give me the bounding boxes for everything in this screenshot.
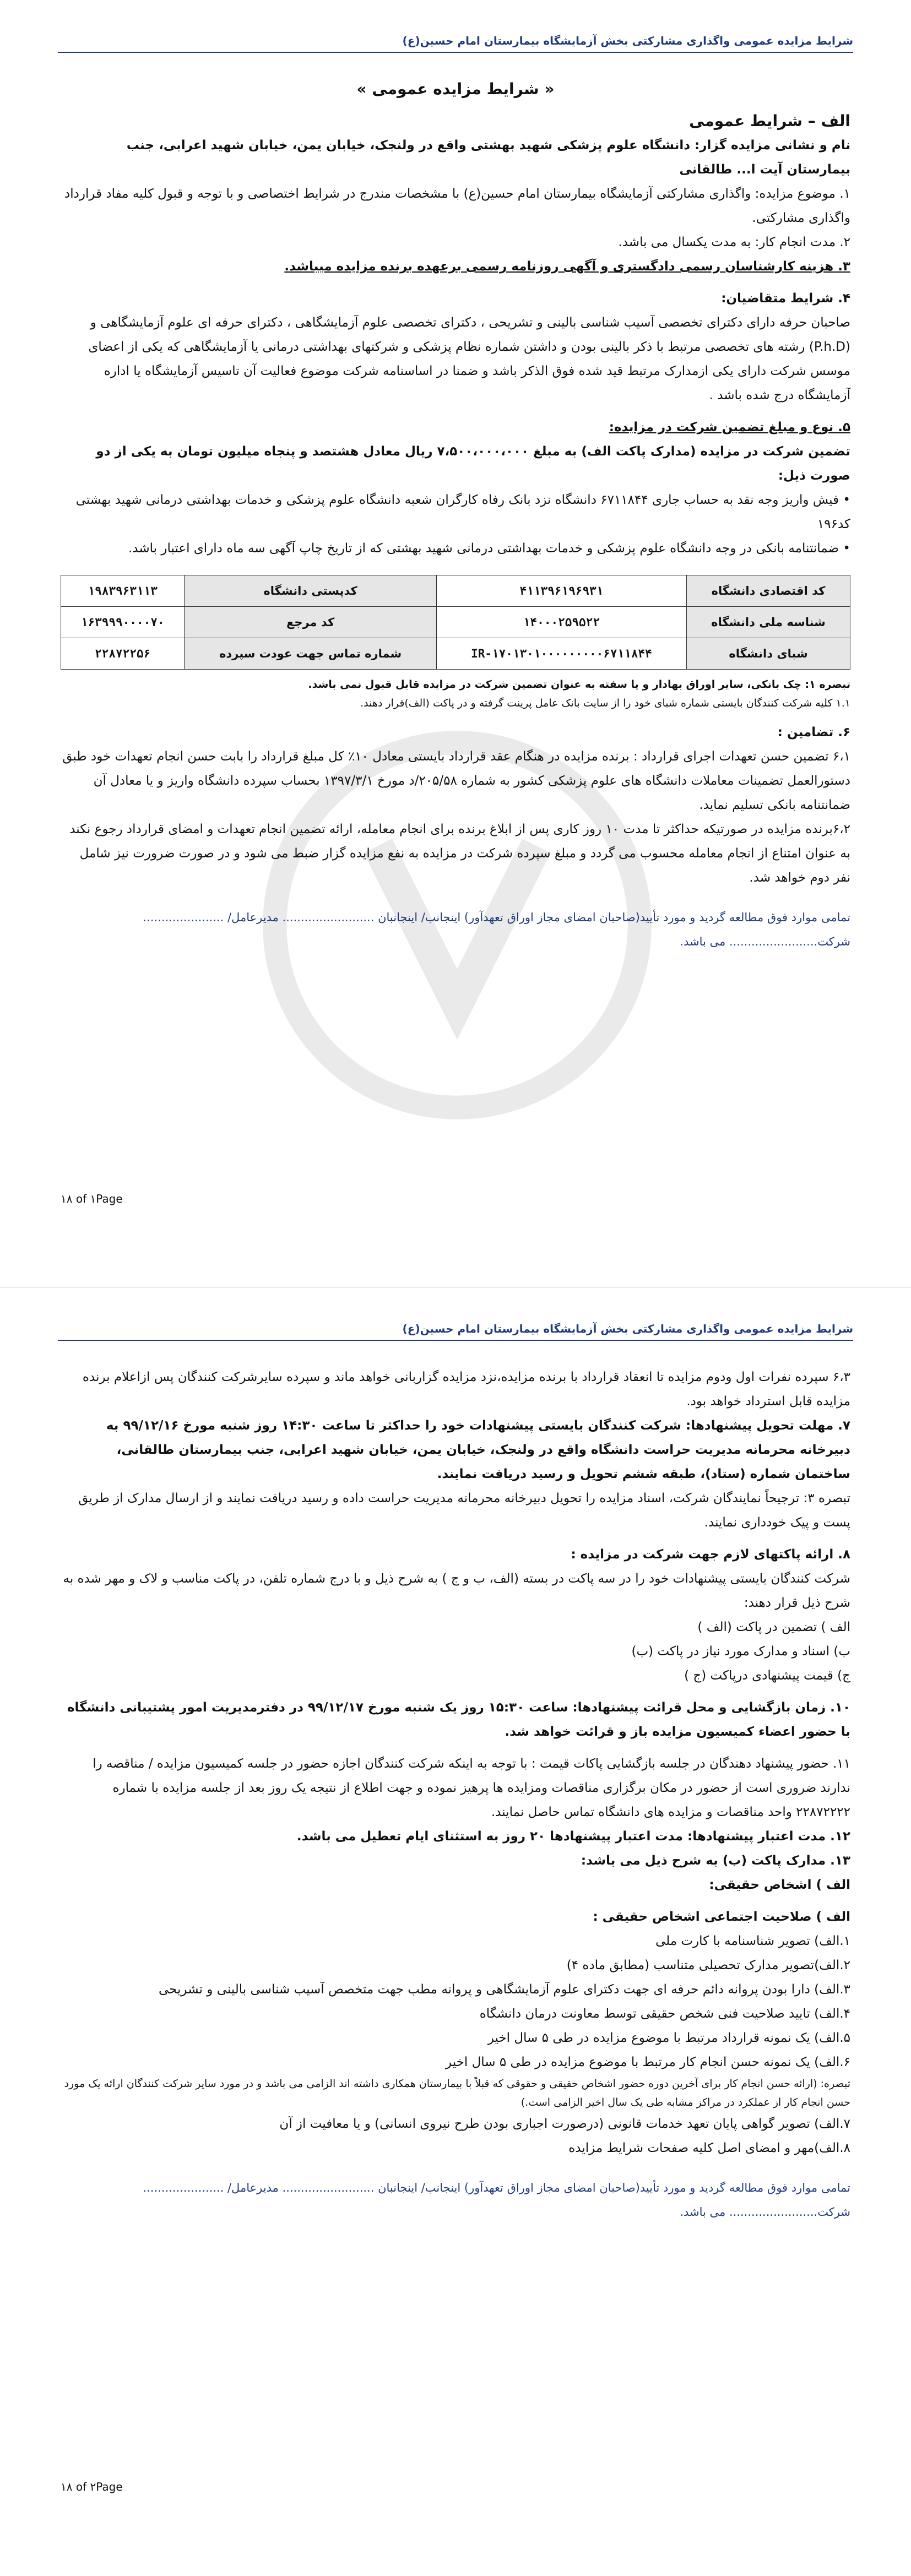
item-13-heading: ۱۳. مدارک پاکت (ب) به شرح ذیل می باشد: — [581, 1854, 850, 1868]
page-1-content — [61, 77, 850, 954]
guarantee-cash-bullet: • فیش واریز وجه نقد به حساب جاری ۶۷۱۱۸۴۴ دانشگاه نزد بانک رفاه کارگران شعبه دانشگاه علوم پزشکی و خدمات بهداشتی درمانی شهید بهشتی کد۱۹۶ — [75, 493, 850, 531]
item-6-heading: ۶. تضامین : — [777, 725, 850, 740]
list-item: ۴.الف) تایید صلاحیت فنی شخص حقیقی توسط معاونت درمان دانشگاه — [479, 2007, 850, 2021]
table-value: ۱۶۳۹۹۹۰۰۰۰۷۰ — [61, 607, 185, 638]
table-label: شبای دانشگاه — [687, 638, 850, 670]
list-item: ۳.الف) دارا بودن پروانه دائم حرفه ای جهت دکترای علوم آزمایشگاهی و پروانه مطب جهت متخصص آسیب شناسی بالینی و تشریحی — [158, 1982, 850, 1997]
envelope-c: ج) قیمت پیشنهادی درپاکت (ج ) — [684, 1669, 850, 1683]
table-value: IR-۱۷۰۱۳۰۱۰۰۰۰۰۰۰۰۰۶۷۱۱۸۴۴ — [436, 638, 686, 670]
table-label: کد مرجع — [185, 607, 436, 638]
item-12-validity: ۱۲. مدت اعتبار پیشنهادها: مدت اعتبار پیشنهادها ۲۰ روز به استثنای ایام تعطیل می باشد. — [296, 1829, 850, 1844]
table-label: شماره تماس جهت عودت سپرده — [185, 638, 436, 670]
table-value: ۱۹۸۳۹۶۳۱۱۳ — [61, 575, 185, 607]
document-page-2 — [0, 1288, 911, 2576]
list-item: ۸.الف)مهر و امضای اصل کلیه صفحات شرایط مزایده — [568, 2141, 850, 2155]
signature-statement: تمامی موارد فوق مطالعه گردید و مورد تأیید(صاحبان امضای مجاز اوراق تعهدآور) اینجانب/ اینجانبان ......................... مدیرعامل/ ...................... شرکت........................ می باشد. — [143, 911, 850, 948]
item-10-opening: ۱۰. زمان بازگشایی و محل قرائت پیشنهادها: ساعت ۱۵:۳۰ روز یک شنبه مورخ ۹۹/۱۲/۱۷ در دفترمدیریت امور پشتیبانی دانشگاه با حضور اعضاء کمیسیون مزایده باز و قرائت خواهد شد. — [67, 1700, 850, 1739]
list-item: ۷.الف) تصویر گواهی پایان تعهد خدمات قانونی (درصورت اجباری بودن طرح نیروی انسانی) و یا معافیت از آن — [279, 2117, 850, 2131]
note-3: تبصره ۳: ترجیحاً نمایندگان شرکت، اسناد مزایده را تحویل دبیرخانه محرمانه مدیریت حراست داده و رسید دریافت نمایند و از ارسال مدارک از طریق پست و پیک خودداری نمایند. — [78, 1491, 850, 1530]
list-item: ۵.الف) یک نمونه قرارداد مرتبط با موضوع مزایده در طی ۵ سال اخیر — [487, 2031, 850, 2045]
item-4-heading: ۴. شرایط متقاضیان: — [721, 291, 850, 306]
note-docs: تبصره: (ارائه حسن انجام کار برای آخرین دوره حضور اشخاص حقیقی و حقوقی که قبلاً با بیمارستان همکاری داشته اند الزامی می باشد و در مورد سایر شرکت کنندگان ارائه یک مورد حسن انجام کار از عملکرد در مراکز مشابه طی یک سال اخیر الزامی است.) — [64, 2078, 850, 2108]
page-footer: ۱۸ of ۱Page — [61, 1192, 123, 1205]
page-2-content — [61, 1365, 850, 2224]
item-8-heading: ۸. ارائه پاکتهای لازم جهت شرکت در مزایده : — [571, 1547, 850, 1562]
item-1-subject: ۱. موضوع مزایده: واگذاری مشارکتی آزمایشگاه بیمارستان امام حسین(ع) با مشخصات مندرج در شرایط اختصاصی و با توجه و قبول کلیه مفاد قرارداد واگذاری مشارکتی. — [64, 187, 850, 225]
organizer-line: نام و نشانی مزایده گزار: دانشگاه علوم پزشکی شهید بهشتی واقع در ولنجک، خیابان یمن، خیابان شهید اعرابی، جنب بیمارستان آیت ا... طالقانی — [126, 138, 850, 177]
item-5-body: تضمین شرکت در مزایده (مدارک پاکت الف) به مبلغ ۷،۵۰۰،۰۰۰،۰۰۰ ریال معادل هشتصد و پنجاه میلیون تومان به یکی از دو صورت ذیل: — [96, 444, 850, 483]
social-qualification-heading: الف ) صلاحیت اجتماعی اشخاص حقیقی : — [593, 1910, 850, 1924]
item-11-attendance: ۱۱. حضور پیشنهاد دهندگان در جلسه بازگشایی پاکات قیمت : با توجه به اینکه شرکت کنندگان اجازه حضور در جلسه کمیسیون مزایده / مناقصه را ندارند ضروری است از حضور در مکان برگزاری مناقصات ومزایده ها پرهیز نموده و جهت اطلاع از نتیجه یک روز بعد از جلسه مزایده با شماره ۲۲۸۷۲۲۲۲ واحد مناقصات و مزایده های دانشگاه تماس حاصل نمایند. — [93, 1757, 850, 1819]
envelope-b: ب) اسناد و مدارک مورد نیاز در پاکت (ب) — [631, 1644, 850, 1659]
table-row — [61, 575, 850, 607]
table-value: ۲۲۸۷۲۲۵۶ — [61, 638, 185, 670]
table-row — [61, 638, 850, 670]
item-3-costs: ۳. هزینه کارشناسان رسمی دادگستری و آگهی روزنامه رسمی برعهده برنده مزایده میباشد. — [284, 259, 850, 274]
list-item: ۲.الف)تصویر مدارک تحصیلی متناسب (مطابق ماده ۴) — [566, 1958, 850, 1972]
table-label: کدپستی دانشگاه — [185, 575, 436, 607]
section-a-heading: الف – شرایط عمومی — [689, 112, 850, 130]
running-header: شرایط مزایده عمومی واگذاری مشارکتی بخش آزمایشگاه بیمارستان امام حسین(ع) — [58, 1322, 853, 1341]
item-6-3: ۶،۳ سپرده نفرات اول ودوم مزایده تا انعقاد قرارداد با برنده مزایده،نزد مزایده گزاربانی خواهد ماند و سپرده سایرشرکت کنندگان پس ازاعلام برنده مزایده قابل استرداد خواهد بود. — [82, 1370, 850, 1409]
note-1-1: ۱.۱ کلیه شرکت کنندگان بایستی شماره شبای خود را از سایت بانک عامل پرینت گرفته و در پاکت (الف)قرار دهند. — [360, 697, 850, 709]
item-2-duration: ۲. مدت انجام کار: به مدت یکسال می باشد. — [618, 235, 850, 249]
signature-statement: تمامی موارد فوق مطالعه گردید و مورد تأیید(صاحبان امضای مجاز اوراق تعهدآور) اینجانب/ اینجانبان ......................... مدیرعامل/ ...................... شرکت........................ می باشد. — [143, 2181, 850, 2219]
table-value: ۱۴۰۰۰۲۵۹۵۲۲ — [436, 607, 686, 638]
item-7-deadline: ۷. مهلت تحویل پیشنهادها: شرکت کنندگان بایستی پیشنهادات خود را حداکثر تا ساعت ۱۴:۳۰ روز شنبه مورخ ۹۹/۱۲/۱۶ به دبیرخانه محرمانه مدیریت حراست دانشگاه واقع در ولنجک، خیابان یمن، خیابان شهید اعرابی، جنب بیمارستان طالقانی، ساختمان شماره (ستاد)، طبقه ششم تحویل و رسید دریافت نمایند. — [106, 1419, 850, 1481]
envelope-a: الف ) تضمین در پاکت (الف ) — [697, 1620, 850, 1634]
list-item: ۱.الف) تصویر شناسنامه با کارت ملی — [655, 1934, 850, 1948]
table-row — [61, 607, 850, 638]
note-1: تبصره ۱: چک بانکی، سایر اوراق بهادار و یا سفته به عنوان تضمین شرکت در مزایده قابل قبول نمی باشد. — [308, 678, 850, 691]
running-header: شرایط مزایده عمومی واگذاری مشارکتی بخش آزمایشگاه بیمارستان امام حسین(ع) — [58, 34, 853, 53]
university-account-table — [61, 575, 850, 670]
document-title: « شرایط مزایده عمومی » — [356, 80, 555, 98]
page-footer: ۱۸ of ۲Page — [61, 2480, 123, 2493]
item-5-heading: ۵. نوع و مبلغ تضمین شرکت در مزایده: — [609, 420, 850, 434]
table-label: شناسه ملی دانشگاه — [687, 607, 850, 638]
table-label: کد اقتصادی دانشگاه — [687, 575, 850, 607]
guarantee-bank-bullet: • ضمانتنامه بانکی در وجه دانشگاه علوم پزشکی و خدمات بهداشتی درمانی شهید بهشتی که از تاریخ چاپ آگهی سه ماه دارای اعتبار باشد. — [128, 541, 850, 556]
natural-persons-heading: الف ) اشخاص حقیقی: — [709, 1878, 850, 1892]
table-value: ۴۱۱۳۹۶۱۹۶۹۳۱ — [436, 575, 686, 607]
item-6-2: ۶،۲برنده مزایده در صورتیکه حداکثر تا مدت ۱۰ روز کاری پس از ابلاغ برنده برای انجام معامله، ارائه تضمین انجام تعهدات و امضای قرارداد رجوع نکند به عنوان امتناع از انجام معامله محسوب می گردد و مبلغ سپرده شرکت در مزایده به نفع مزایده گزار ضبط می شود و در صورت ضرورت نیز شامل نفر دوم خواهد شد. — [69, 822, 850, 885]
item-4-body: صاحبان حرفه دارای دکترای تخصصی آسیب شناسی بالینی و تشریحی ، دکترای تخصصی علوم آزمایشگاهی ، دکترای حرفه ای علوم آزمایشگاهی و (P.h.D) رشته های تخصصی مرتبط با ذکر بالینی بودن و داشتن شماره نظام پزشکی و شرکتهای بهداشتی درمانی یا آزمایشگاهی که یکی از اعضای موسس شرکت دارای یکی ازمدارک مرتبط قید شده فوق الذکر باشد و ضمنا در اساسنامه شرکت موضوع فعالیت آن تاسیس آزمایشگاه یا اداره آزمایشگاه درج شده باشد . — [88, 316, 850, 403]
item-8-body: شرکت کنندگان بایستی پیشنهادات خود را در سه پاکت در بسته (الف، ب و ج ) به شرح ذیل و با درج شماره تلفن، در پاکت مناسب و لاک و مهر شده به شرح ذیل قرار دهند: — [63, 1572, 850, 1610]
item-6-1: ۶،۱ تضمین حسن تعهدات اجرای قرارداد : برنده مزایده در هنگام عقد قرارداد بایستی معادل ۱۰٪ کل مبلغ قرارداد را بابت حسن انجام تعهدات خود طبق دستورالعمل تضمینات معاملات دانشگاه های علوم پزشکی کشور به شماره ۲۰۵/۵۸/د مورخ ۱۳۹۷/۳/۱ بحساب سپرده دانشگاه واریز و یا معادل آن ضمانتنامه بانکی تسلیم نماید. — [62, 749, 850, 812]
list-item: ۶.الف) یک نمونه حسن انجام کار مرتبط با موضوع مزایده در طی ۵ سال اخیر — [446, 2055, 850, 2069]
